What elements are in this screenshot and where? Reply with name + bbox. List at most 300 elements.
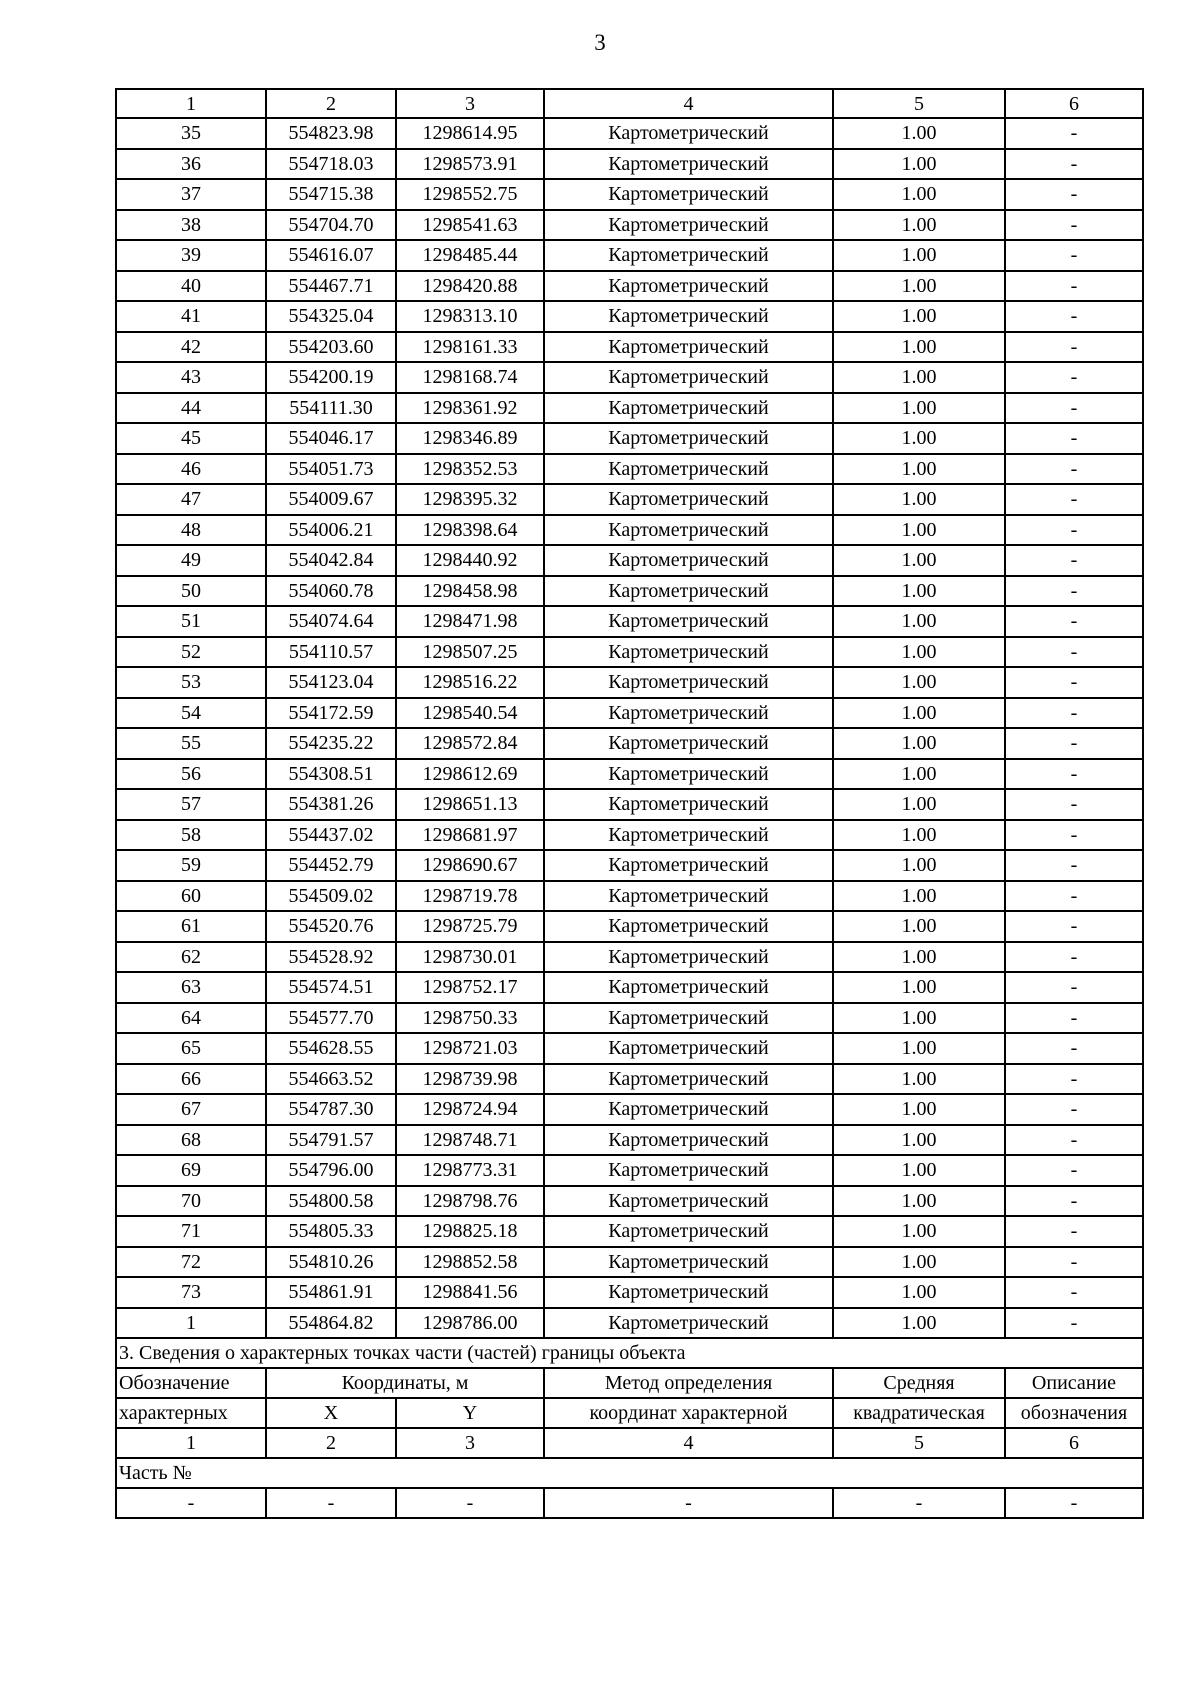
- y-coordinate-cell: 1298420.88: [396, 271, 544, 302]
- description-cell: -: [1005, 759, 1143, 790]
- point-number-cell: 41: [116, 301, 266, 332]
- description-cell: -: [1005, 545, 1143, 576]
- accuracy-cell: 1.00: [833, 118, 1005, 149]
- point-number-cell: 51: [116, 606, 266, 637]
- description-cell: -: [1005, 606, 1143, 637]
- section-3-column-number-row: [116, 1428, 1143, 1458]
- column-number: 4: [544, 1428, 833, 1458]
- method-cell: Картометрический: [544, 576, 833, 607]
- accuracy-cell: 1.00: [833, 1277, 1005, 1308]
- method-cell: Картометрический: [544, 1247, 833, 1278]
- description-cell: -: [1005, 515, 1143, 546]
- point-number-cell: 60: [116, 881, 266, 912]
- y-coordinate-cell: 1298739.98: [396, 1064, 544, 1095]
- point-number-cell: 45: [116, 423, 266, 454]
- method-cell: Картометрический: [544, 1125, 833, 1156]
- method-cell: Картометрический: [544, 1277, 833, 1308]
- accuracy-cell: 1.00: [833, 698, 1005, 729]
- method-header: Метод определения: [544, 1368, 833, 1398]
- y-coordinate-cell: 1298690.67: [396, 850, 544, 881]
- description-cell: -: [1005, 850, 1143, 881]
- point-number-cell: 63: [116, 972, 266, 1003]
- x-coordinate-cell: 554823.98: [266, 118, 396, 149]
- x-coordinate-cell: 554791.57: [266, 1125, 396, 1156]
- y-coordinate-cell: 1298516.22: [396, 667, 544, 698]
- section-3-body: [116, 1338, 1143, 1518]
- description-cell: -: [1005, 332, 1143, 363]
- table-row: [116, 759, 1143, 790]
- point-number-cell: 47: [116, 484, 266, 515]
- method-cell: Картометрический: [544, 1308, 833, 1339]
- y-coordinate-cell: 1298398.64: [396, 515, 544, 546]
- coordinates-table-body: [116, 89, 1143, 1338]
- method-cell: Картометрический: [544, 149, 833, 180]
- y-coordinate-cell: 1298798.76: [396, 1186, 544, 1217]
- y-coordinate-cell: 1298730.01: [396, 942, 544, 973]
- point-number-cell: 56: [116, 759, 266, 790]
- accuracy-cell: 1.00: [833, 545, 1005, 576]
- column-number: 6: [1005, 89, 1143, 118]
- y-coordinate-cell: 1298440.92: [396, 545, 544, 576]
- y-coordinate-cell: 1298572.84: [396, 728, 544, 759]
- accuracy-cell: 1.00: [833, 423, 1005, 454]
- empty-data-row: [116, 1488, 1143, 1518]
- accuracy-cell: 1.00: [833, 1247, 1005, 1278]
- table-row: [116, 942, 1143, 973]
- x-coordinate-cell: 554574.51: [266, 972, 396, 1003]
- table-row: [116, 637, 1143, 668]
- method-cell: Картометрический: [544, 1003, 833, 1034]
- method-cell: Картометрический: [544, 1186, 833, 1217]
- accuracy-cell: 1.00: [833, 332, 1005, 363]
- method-cell: Картометрический: [544, 545, 833, 576]
- x-coordinate-cell: 554796.00: [266, 1155, 396, 1186]
- point-number-cell: 73: [116, 1277, 266, 1308]
- accuracy-cell: 1.00: [833, 728, 1005, 759]
- y-coordinate-cell: 1298752.17: [396, 972, 544, 1003]
- description-cell: -: [1005, 820, 1143, 851]
- table-row: [116, 1216, 1143, 1247]
- y-coordinate-cell: 1298651.13: [396, 789, 544, 820]
- point-number-cell: 50: [116, 576, 266, 607]
- point-number-cell: 52: [116, 637, 266, 668]
- description-cell: -: [1005, 911, 1143, 942]
- point-number-cell: 49: [116, 545, 266, 576]
- x-coordinate-cell: 554006.21: [266, 515, 396, 546]
- point-number-cell: 44: [116, 393, 266, 424]
- y-coordinate-cell: 1298725.79: [396, 911, 544, 942]
- method-cell: Картометрический: [544, 1033, 833, 1064]
- x-coordinate-cell: 554111.30: [266, 393, 396, 424]
- method-cell: Картометрический: [544, 179, 833, 210]
- rms-header: Средняя: [833, 1368, 1005, 1398]
- part-row: [116, 1458, 1143, 1488]
- accuracy-cell: 1.00: [833, 240, 1005, 271]
- description-cell: -: [1005, 1094, 1143, 1125]
- description-cell: -: [1005, 667, 1143, 698]
- y-coordinate-cell: 1298852.58: [396, 1247, 544, 1278]
- x-coordinate-cell: 554200.19: [266, 362, 396, 393]
- x-coordinate-cell: 554718.03: [266, 149, 396, 180]
- point-number-cell: 67: [116, 1094, 266, 1125]
- x-coordinate-cell: 554628.55: [266, 1033, 396, 1064]
- point-number-cell: 66: [116, 1064, 266, 1095]
- table-row: [116, 667, 1143, 698]
- method-cell: Картометрический: [544, 118, 833, 149]
- method-cell: Картометрический: [544, 423, 833, 454]
- column-number: 1: [116, 1428, 266, 1458]
- description-cell: -: [1005, 789, 1143, 820]
- point-number-cell: 40: [116, 271, 266, 302]
- description-cell: -: [1005, 118, 1143, 149]
- accuracy-cell: 1.00: [833, 1186, 1005, 1217]
- method-cell: Картометрический: [544, 1064, 833, 1095]
- description-cell: -: [1005, 271, 1143, 302]
- point-number-cell: 38: [116, 210, 266, 241]
- column-number: 4: [544, 89, 833, 118]
- description-cell: -: [1005, 179, 1143, 210]
- point-number-cell: 36: [116, 149, 266, 180]
- point-number-cell: 64: [116, 1003, 266, 1034]
- y-coordinate-cell: 1298552.75: [396, 179, 544, 210]
- description-cell: -: [1005, 1186, 1143, 1217]
- x-coordinate-cell: 554467.71: [266, 271, 396, 302]
- column-number: 1: [116, 89, 266, 118]
- column-number: 6: [1005, 1428, 1143, 1458]
- table-row: [116, 1094, 1143, 1125]
- description-cell: -: [1005, 637, 1143, 668]
- point-number-cell: 55: [116, 728, 266, 759]
- description-cell: -: [1005, 1216, 1143, 1247]
- accuracy-cell: 1.00: [833, 301, 1005, 332]
- table-row: [116, 1186, 1143, 1217]
- x-coordinate-cell: 554437.02: [266, 820, 396, 851]
- description-cell: -: [1005, 301, 1143, 332]
- description-cell: -: [1005, 454, 1143, 485]
- x-header: X: [266, 1398, 396, 1428]
- x-coordinate-cell: 554172.59: [266, 698, 396, 729]
- table-row: [116, 1155, 1143, 1186]
- table-row: [116, 393, 1143, 424]
- description-cell: -: [1005, 728, 1143, 759]
- point-number-cell: 71: [116, 1216, 266, 1247]
- table-row: [116, 271, 1143, 302]
- table-row: [116, 1125, 1143, 1156]
- method-cell: Картометрический: [544, 759, 833, 790]
- column-number: 2: [266, 1428, 396, 1458]
- table-row: [116, 911, 1143, 942]
- point-number-cell: 70: [116, 1186, 266, 1217]
- x-coordinate-cell: 554046.17: [266, 423, 396, 454]
- y-coordinate-cell: 1298507.25: [396, 637, 544, 668]
- table-row: [116, 149, 1143, 180]
- y-coordinate-cell: 1298786.00: [396, 1308, 544, 1339]
- accuracy-cell: 1.00: [833, 637, 1005, 668]
- accuracy-cell: 1.00: [833, 1155, 1005, 1186]
- y-coordinate-cell: 1298750.33: [396, 1003, 544, 1034]
- method-cell: Картометрический: [544, 606, 833, 637]
- method-cell: Картометрический: [544, 210, 833, 241]
- method-cell: Картометрический: [544, 789, 833, 820]
- method-cell: Картометрический: [544, 454, 833, 485]
- x-coordinate-cell: 554203.60: [266, 332, 396, 363]
- method-cell: Картометрический: [544, 1094, 833, 1125]
- method-cell: Картометрический: [544, 911, 833, 942]
- method-cell: Картометрический: [544, 301, 833, 332]
- method-cell: Картометрический: [544, 637, 833, 668]
- point-number-cell: 48: [116, 515, 266, 546]
- y-coordinate-cell: 1298313.10: [396, 301, 544, 332]
- table-row: [116, 698, 1143, 729]
- x-coordinate-cell: 554060.78: [266, 576, 396, 607]
- description-cell: -: [1005, 972, 1143, 1003]
- point-number-cell: 43: [116, 362, 266, 393]
- description-header: Описание: [1005, 1368, 1143, 1398]
- table-row: [116, 728, 1143, 759]
- x-coordinate-cell: 554381.26: [266, 789, 396, 820]
- point-number-cell: 65: [116, 1033, 266, 1064]
- table-row: [116, 118, 1143, 149]
- table-row: [116, 515, 1143, 546]
- table-row: [116, 881, 1143, 912]
- point-number-cell: 54: [116, 698, 266, 729]
- accuracy-cell: 1.00: [833, 606, 1005, 637]
- accuracy-cell: 1.00: [833, 1003, 1005, 1034]
- description-cell: -: [1005, 423, 1143, 454]
- point-number-cell: 57: [116, 789, 266, 820]
- method-cell: Картометрический: [544, 515, 833, 546]
- method-cell: Картометрический: [544, 942, 833, 973]
- section-3-header-row-2: [116, 1398, 1143, 1428]
- y-coordinate-cell: 1298361.92: [396, 393, 544, 424]
- point-number-cell: 42: [116, 332, 266, 363]
- x-coordinate-cell: 554110.57: [266, 637, 396, 668]
- table-row: [116, 1247, 1143, 1278]
- table-row: [116, 576, 1143, 607]
- accuracy-cell: 1.00: [833, 271, 1005, 302]
- description-cell: -: [1005, 881, 1143, 912]
- y-coordinate-cell: 1298485.44: [396, 240, 544, 271]
- y-coordinate-cell: 1298721.03: [396, 1033, 544, 1064]
- method-cell: Картометрический: [544, 271, 833, 302]
- x-coordinate-cell: 554810.26: [266, 1247, 396, 1278]
- x-coordinate-cell: 554308.51: [266, 759, 396, 790]
- column-number: 2: [266, 89, 396, 118]
- method-cell: Картометрический: [544, 698, 833, 729]
- x-coordinate-cell: 554051.73: [266, 454, 396, 485]
- table-row: [116, 820, 1143, 851]
- description-cell: -: [1005, 698, 1143, 729]
- x-coordinate-cell: 554663.52: [266, 1064, 396, 1095]
- accuracy-cell: 1.00: [833, 1216, 1005, 1247]
- accuracy-cell: 1.00: [833, 149, 1005, 180]
- description-cell: -: [1005, 393, 1143, 424]
- accuracy-cell: 1.00: [833, 1094, 1005, 1125]
- method-cell: Картометрический: [544, 484, 833, 515]
- section-3-title-row: [116, 1338, 1143, 1368]
- accuracy-cell: 1.00: [833, 362, 1005, 393]
- y-coordinate-cell: 1298168.74: [396, 362, 544, 393]
- accuracy-cell: 1.00: [833, 942, 1005, 973]
- point-number-cell: 61: [116, 911, 266, 942]
- y-coordinate-cell: 1298471.98: [396, 606, 544, 637]
- accuracy-cell: 1.00: [833, 484, 1005, 515]
- description-cell: -: [1005, 210, 1143, 241]
- y-coordinate-cell: 1298773.31: [396, 1155, 544, 1186]
- description-cell: -: [1005, 1003, 1143, 1034]
- accuracy-cell: 1.00: [833, 515, 1005, 546]
- y-coordinate-cell: 1298458.98: [396, 576, 544, 607]
- designation-header-cont: характерных: [116, 1398, 266, 1428]
- column-number: 5: [833, 89, 1005, 118]
- accuracy-cell: 1.00: [833, 1308, 1005, 1339]
- x-coordinate-cell: 554800.58: [266, 1186, 396, 1217]
- accuracy-cell: 1.00: [833, 972, 1005, 1003]
- table-row: [116, 240, 1143, 271]
- method-cell: Картометрический: [544, 881, 833, 912]
- table-row: [116, 301, 1143, 332]
- description-cell: -: [1005, 149, 1143, 180]
- table-row: [116, 545, 1143, 576]
- method-cell: Картометрический: [544, 667, 833, 698]
- x-coordinate-cell: 554864.82: [266, 1308, 396, 1339]
- description-cell: -: [1005, 1125, 1143, 1156]
- accuracy-cell: 1.00: [833, 454, 1005, 485]
- accuracy-cell: 1.00: [833, 210, 1005, 241]
- y-coordinate-cell: 1298352.53: [396, 454, 544, 485]
- y-coordinate-cell: 1298748.71: [396, 1125, 544, 1156]
- table-row: [116, 789, 1143, 820]
- description-cell: -: [1005, 1155, 1143, 1186]
- method-cell: Картометрический: [544, 362, 833, 393]
- rms-header-cont: квадратическая: [833, 1398, 1005, 1428]
- coordinates-header: Координаты, м: [266, 1368, 544, 1398]
- method-cell: Картометрический: [544, 972, 833, 1003]
- description-cell: -: [1005, 1033, 1143, 1064]
- description-cell: -: [1005, 240, 1143, 271]
- table-row: [116, 606, 1143, 637]
- table-row: [116, 972, 1143, 1003]
- description-cell: -: [1005, 1247, 1143, 1278]
- accuracy-cell: 1.00: [833, 1064, 1005, 1095]
- point-number-cell: 35: [116, 118, 266, 149]
- section-3-title: 3. Сведения о характерных точках части (частей) границы объекта: [116, 1338, 1143, 1368]
- x-coordinate-cell: 554704.70: [266, 210, 396, 241]
- accuracy-cell: 1.00: [833, 179, 1005, 210]
- table-row: [116, 1003, 1143, 1034]
- description-cell: -: [1005, 362, 1143, 393]
- y-coordinate-cell: 1298573.91: [396, 149, 544, 180]
- point-number-cell: 58: [116, 820, 266, 851]
- y-header: Y: [396, 1398, 544, 1428]
- accuracy-cell: 1.00: [833, 820, 1005, 851]
- description-cell: -: [1005, 1277, 1143, 1308]
- table-row: [116, 332, 1143, 363]
- accuracy-cell: 1.00: [833, 1033, 1005, 1064]
- empty-cell: -: [1005, 1488, 1143, 1518]
- page-number: 3: [594, 30, 606, 55]
- section-3-header-row-1: [116, 1368, 1143, 1398]
- table-row: [116, 423, 1143, 454]
- accuracy-cell: 1.00: [833, 393, 1005, 424]
- x-coordinate-cell: 554042.84: [266, 545, 396, 576]
- method-cell: Картометрический: [544, 332, 833, 363]
- accuracy-cell: 1.00: [833, 911, 1005, 942]
- column-number: 3: [396, 1428, 544, 1458]
- method-cell: Картометрический: [544, 1155, 833, 1186]
- point-number-cell: 68: [116, 1125, 266, 1156]
- table-row: [116, 850, 1143, 881]
- table-row: [116, 179, 1143, 210]
- method-cell: Картометрический: [544, 1216, 833, 1247]
- accuracy-cell: 1.00: [833, 576, 1005, 607]
- empty-cell: -: [833, 1488, 1005, 1518]
- method-cell: Картометрический: [544, 820, 833, 851]
- x-coordinate-cell: 554325.04: [266, 301, 396, 332]
- accuracy-cell: 1.00: [833, 667, 1005, 698]
- x-coordinate-cell: 554616.07: [266, 240, 396, 271]
- designation-header: Обозначение: [116, 1368, 266, 1398]
- column-number: 5: [833, 1428, 1005, 1458]
- x-coordinate-cell: 554787.30: [266, 1094, 396, 1125]
- point-number-cell: 39: [116, 240, 266, 271]
- point-number-cell: 46: [116, 454, 266, 485]
- x-coordinate-cell: 554861.91: [266, 1277, 396, 1308]
- table-row: [116, 484, 1143, 515]
- method-cell: Картометрический: [544, 728, 833, 759]
- point-number-cell: 37: [116, 179, 266, 210]
- y-coordinate-cell: 1298395.32: [396, 484, 544, 515]
- y-coordinate-cell: 1298719.78: [396, 881, 544, 912]
- column-number-row: [116, 89, 1143, 118]
- accuracy-cell: 1.00: [833, 759, 1005, 790]
- y-coordinate-cell: 1298825.18: [396, 1216, 544, 1247]
- coordinates-table: [115, 88, 1144, 1519]
- y-coordinate-cell: 1298541.63: [396, 210, 544, 241]
- point-number-cell: 69: [116, 1155, 266, 1186]
- table-row: [116, 1064, 1143, 1095]
- x-coordinate-cell: 554452.79: [266, 850, 396, 881]
- x-coordinate-cell: 554509.02: [266, 881, 396, 912]
- empty-cell: -: [396, 1488, 544, 1518]
- description-cell: -: [1005, 484, 1143, 515]
- empty-cell: -: [266, 1488, 396, 1518]
- description-cell: -: [1005, 1064, 1143, 1095]
- table-row: [116, 1033, 1143, 1064]
- method-header-cont: координат характерной: [544, 1398, 833, 1428]
- x-coordinate-cell: 554805.33: [266, 1216, 396, 1247]
- column-number: 3: [396, 89, 544, 118]
- table-row: [116, 210, 1143, 241]
- y-coordinate-cell: 1298841.56: [396, 1277, 544, 1308]
- empty-cell: -: [116, 1488, 266, 1518]
- x-coordinate-cell: 554520.76: [266, 911, 396, 942]
- table-row: [116, 454, 1143, 485]
- table-row: [116, 1308, 1143, 1339]
- point-number-cell: 62: [116, 942, 266, 973]
- method-cell: Картометрический: [544, 240, 833, 271]
- y-coordinate-cell: 1298681.97: [396, 820, 544, 851]
- accuracy-cell: 1.00: [833, 789, 1005, 820]
- description-cell: -: [1005, 942, 1143, 973]
- y-coordinate-cell: 1298612.69: [396, 759, 544, 790]
- x-coordinate-cell: 554074.64: [266, 606, 396, 637]
- part-label: Часть №: [116, 1458, 1143, 1488]
- x-coordinate-cell: 554235.22: [266, 728, 396, 759]
- y-coordinate-cell: 1298724.94: [396, 1094, 544, 1125]
- description-cell: -: [1005, 1308, 1143, 1339]
- y-coordinate-cell: 1298540.54: [396, 698, 544, 729]
